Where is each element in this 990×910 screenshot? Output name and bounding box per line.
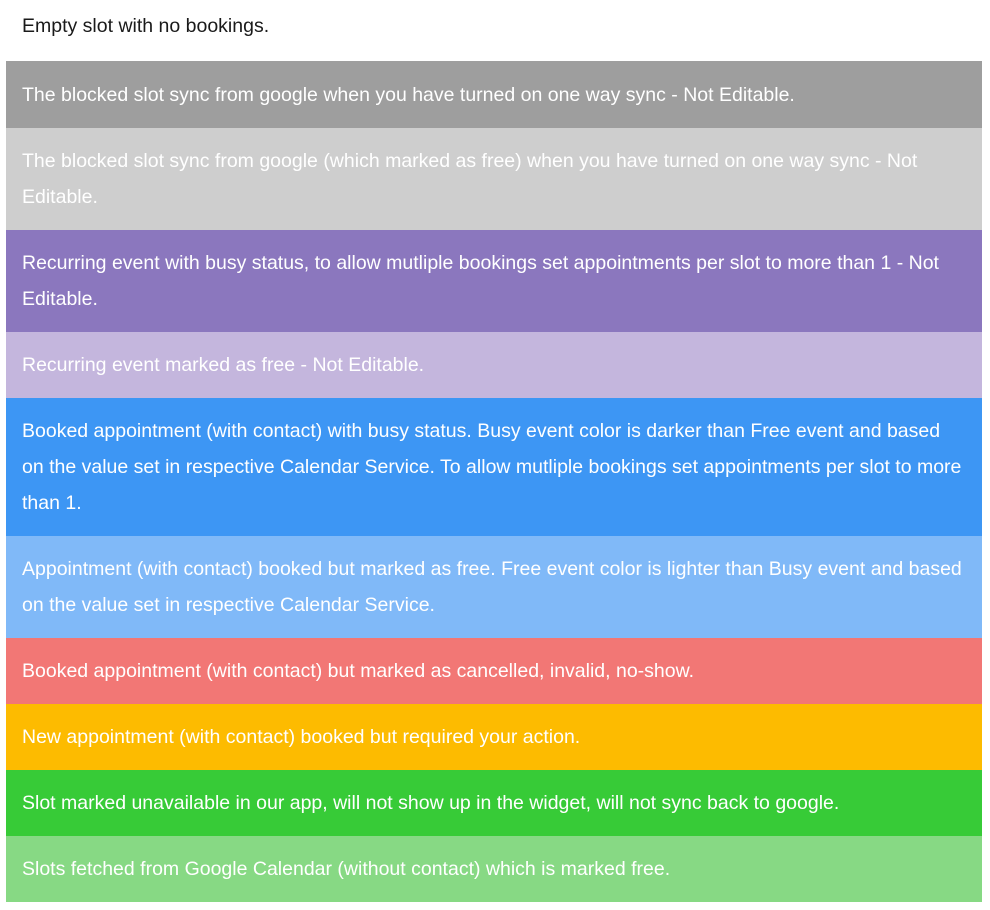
legend-row-empty-slot [6,0,982,52]
legend-row-google-free [6,836,982,902]
legend-row-text: Slots fetched from Google Calendar (without contact) which is marked free. [22,858,671,880]
legend-row-text: Booked appointment (with contact) but marked as cancelled, invalid, no-show. [22,660,695,682]
legend-row-text: The blocked slot sync from google when you have turned on one way sync - Not Editable. [22,83,795,106]
legend-row-text: Slot marked unavailable in our app, will not show up in the widget, will not sync back to google. [22,792,840,814]
legend-row-blocked-google-free [6,128,982,230]
legend-row-blocked-google-busy [6,61,982,128]
legend-row-text: The blocked slot sync from google (which marked as free) when you have turned on one way sync - Not Editable. [22,150,918,208]
legend-row-recurring-busy [6,230,982,332]
legend-row-cancelled [6,638,982,704]
legend-row-text: Booked appointment (with contact) with busy status. Busy event color is darker than Free event and based on the value set in respective Calendar Service. To allow mutliple bookings set appointments per slot to more than 1. [22,420,962,514]
legend-row-text: New appointment (with contact) booked but required your action. [22,726,581,748]
legend-row-booked-busy [6,398,982,536]
legend-row-text: Empty slot with no bookings. [22,15,270,37]
legend-row-recurring-free [6,332,982,398]
legend-row-text: Appointment (with contact) booked but marked as free. Free event color is lighter than Busy event and based on the value set in respective Calendar Service. [22,558,962,616]
legend-row-text: Recurring event with busy status, to allow mutliple bookings set appointments per slot to more than 1 - Not Editable. [22,252,939,310]
legend-row-unavailable [6,770,982,836]
legend-row-text: Recurring event marked as free - Not Editable. [22,354,425,376]
legend-row-booked-free [6,536,982,638]
legend-row-action-required [6,704,982,770]
